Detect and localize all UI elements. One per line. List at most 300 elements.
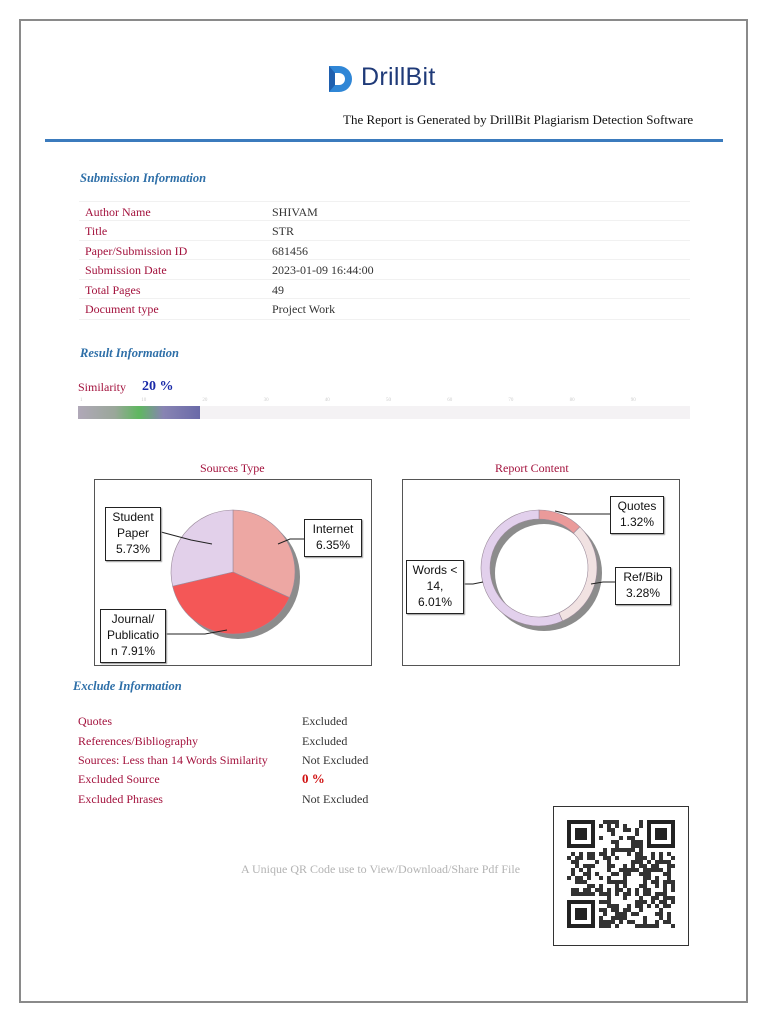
exclude-row-label: References/Bibliography xyxy=(78,734,198,748)
report-content-chart-box xyxy=(402,479,680,666)
qr-finder-pattern xyxy=(575,908,587,920)
qr-module xyxy=(663,884,667,888)
qr-module xyxy=(575,880,579,884)
qr-module xyxy=(659,860,663,864)
qr-module xyxy=(671,900,675,904)
qr-module xyxy=(655,884,659,888)
submission-row-divider xyxy=(79,279,690,280)
qr-module xyxy=(607,900,611,904)
qr-module xyxy=(627,892,631,896)
qr-module xyxy=(647,888,651,892)
qr-module xyxy=(579,868,583,872)
qr-module xyxy=(659,852,663,856)
qr-module xyxy=(647,876,651,880)
qr-module xyxy=(599,924,603,928)
submission-row-value: 681456 xyxy=(272,244,308,258)
qr-module xyxy=(615,884,619,888)
qr-module xyxy=(635,900,639,904)
qr-module xyxy=(631,912,635,916)
qr-module xyxy=(603,912,607,916)
qr-module xyxy=(623,864,627,868)
qr-module xyxy=(655,896,659,900)
qr-module xyxy=(571,852,575,856)
submission-row-value: STR xyxy=(272,224,295,238)
qr-module xyxy=(659,900,663,904)
qr-module xyxy=(623,912,627,916)
exclude-heading: Exclude Information xyxy=(73,679,182,693)
qr-module xyxy=(615,904,619,908)
qr-module xyxy=(647,860,651,864)
qr-module xyxy=(627,828,631,832)
qr-module xyxy=(571,892,575,896)
similarity-scale-tick: 50 xyxy=(386,398,391,403)
submission-row-divider xyxy=(79,220,690,221)
qr-module xyxy=(647,872,651,876)
qr-module xyxy=(603,820,607,824)
qr-module xyxy=(607,820,611,824)
similarity-scale-tick: 60 xyxy=(447,398,453,403)
qr-module xyxy=(615,872,619,876)
qr-module xyxy=(615,824,619,828)
qr-module xyxy=(615,924,619,928)
qr-module xyxy=(639,840,643,844)
qr-module xyxy=(611,848,615,852)
qr-module xyxy=(635,832,639,836)
qr-module xyxy=(655,864,659,868)
similarity-value: 20 % xyxy=(142,379,174,394)
qr-module xyxy=(599,900,603,904)
qr-module xyxy=(611,828,615,832)
qr-module xyxy=(643,920,647,924)
qr-module xyxy=(639,908,643,912)
qr-module xyxy=(639,896,643,900)
qr-module xyxy=(615,908,619,912)
qr-module xyxy=(627,920,631,924)
submission-row-value: 2023-01-09 16:44:00 xyxy=(272,263,374,277)
qr-module xyxy=(595,872,599,876)
qr-module xyxy=(639,904,643,908)
qr-module xyxy=(655,860,659,864)
qr-module xyxy=(663,900,667,904)
qr-module xyxy=(631,840,635,844)
exclude-row-value: Not Excluded xyxy=(302,753,369,767)
qr-module xyxy=(587,864,591,868)
callout-ref-bib xyxy=(615,567,671,605)
qr-module xyxy=(639,852,643,856)
submission-row-label: Paper/Submission ID xyxy=(85,244,188,258)
qr-module xyxy=(651,924,655,928)
qr-module xyxy=(659,892,663,896)
qr-module xyxy=(667,864,671,868)
qr-module xyxy=(591,884,595,888)
qr-module xyxy=(639,864,643,868)
qr-module xyxy=(587,856,591,860)
submission-row-divider xyxy=(79,240,690,241)
qr-module xyxy=(599,908,603,912)
submission-row-label: Submission Date xyxy=(85,263,167,277)
qr-module xyxy=(635,856,639,860)
qr-module xyxy=(647,924,651,928)
qr-module xyxy=(615,916,619,920)
similarity-label: Similarity xyxy=(78,380,126,394)
qr-module xyxy=(587,872,591,876)
callout-journal-text: Journal/ Publicatio n 7.91% xyxy=(106,612,160,658)
qr-module xyxy=(615,820,619,824)
qr-module xyxy=(603,908,607,912)
qr-module xyxy=(631,920,635,924)
qr-module xyxy=(607,888,611,892)
qr-module xyxy=(583,888,587,892)
qr-module xyxy=(667,920,671,924)
qr-module xyxy=(603,900,607,904)
qr-module xyxy=(643,856,647,860)
submission-row-value: Project Work xyxy=(272,302,336,316)
qr-module xyxy=(619,868,623,872)
qr-module xyxy=(603,856,607,860)
qr-module xyxy=(575,864,579,868)
qr-module xyxy=(655,892,659,896)
qr-module xyxy=(635,892,639,896)
qr-module xyxy=(583,880,587,884)
qr-module xyxy=(639,820,643,824)
qr-module xyxy=(615,840,619,844)
qr-module xyxy=(619,912,623,916)
qr-module xyxy=(611,864,615,868)
qr-module xyxy=(627,848,631,852)
qr-module xyxy=(643,924,647,928)
qr-module xyxy=(647,868,651,872)
similarity-bar-track xyxy=(78,406,690,419)
qr-module xyxy=(639,844,643,848)
qr-module xyxy=(635,828,639,832)
qr-module xyxy=(671,880,675,884)
leader-quotes xyxy=(555,511,610,514)
qr-module xyxy=(607,868,611,872)
qr-module xyxy=(591,852,595,856)
qr-module xyxy=(579,852,583,856)
qr-module xyxy=(607,824,611,828)
qr-module xyxy=(671,924,675,928)
qr-module xyxy=(595,860,599,864)
qr-module xyxy=(671,888,675,892)
qr-module xyxy=(591,892,595,896)
qr-module xyxy=(639,824,643,828)
qr-module xyxy=(571,868,575,872)
similarity-scale-tick: 1 xyxy=(80,398,83,403)
qr-module xyxy=(655,912,659,916)
qr-module xyxy=(599,836,603,840)
qr-module xyxy=(635,924,639,928)
qr-module xyxy=(607,892,611,896)
qr-module xyxy=(619,920,623,924)
qr-module xyxy=(603,892,607,896)
qr-module xyxy=(623,916,627,920)
similarity-scale-tick: 80 xyxy=(569,398,575,403)
callout-student-paper-text: Student Paper 5.73% xyxy=(112,510,154,556)
report-subtitle: The Report is Generated by DrillBit Plagiarism Detection Software xyxy=(343,112,694,127)
qr-module xyxy=(663,892,667,896)
qr-finder-pattern xyxy=(575,828,587,840)
qr-module xyxy=(671,856,675,860)
qr-module xyxy=(615,848,619,852)
qr-module xyxy=(575,856,579,860)
qr-module xyxy=(627,852,631,856)
qr-module xyxy=(643,876,647,880)
qr-module xyxy=(627,872,631,876)
callout-journal xyxy=(100,609,166,663)
qr-module xyxy=(663,920,667,924)
qr-module xyxy=(583,864,587,868)
qr-module xyxy=(623,872,627,876)
qr-module xyxy=(635,852,639,856)
qr-module xyxy=(627,908,631,912)
qr-module xyxy=(607,860,611,864)
qr-module xyxy=(607,880,611,884)
submission-heading: Submission Information xyxy=(80,171,207,185)
qr-module xyxy=(647,904,651,908)
qr-module xyxy=(623,848,627,852)
qr-module xyxy=(659,868,663,872)
exclude-row-value: Excluded xyxy=(302,714,348,728)
qr-module xyxy=(631,848,635,852)
qr-module xyxy=(611,832,615,836)
qr-module xyxy=(635,860,639,864)
result-heading: Result Information xyxy=(80,346,179,360)
qr-module xyxy=(611,840,615,844)
qr-module xyxy=(643,868,647,872)
qr-module xyxy=(599,892,603,896)
qr-module xyxy=(619,916,623,920)
qr-module xyxy=(587,892,591,896)
exclude-row-value: Excluded xyxy=(302,734,348,748)
qr-module xyxy=(651,896,655,900)
qr-module xyxy=(615,844,619,848)
qr-module xyxy=(571,860,575,864)
qr-module xyxy=(663,904,667,908)
qr-module xyxy=(663,896,667,900)
submission-row-label: Document type xyxy=(85,302,159,316)
callout-student-paper xyxy=(105,507,161,561)
qr-module xyxy=(611,852,615,856)
qr-module xyxy=(623,892,627,896)
submission-row-label: Title xyxy=(85,224,108,238)
qr-module xyxy=(623,828,627,832)
qr-module xyxy=(635,840,639,844)
qr-module xyxy=(667,904,671,908)
qr-module xyxy=(639,900,643,904)
qr-module xyxy=(659,916,663,920)
qr-module xyxy=(655,924,659,928)
qr-module xyxy=(643,880,647,884)
qr-module xyxy=(635,888,639,892)
qr-module xyxy=(575,860,579,864)
qr-module xyxy=(655,868,659,872)
qr-module xyxy=(643,864,647,868)
leader-words xyxy=(464,582,483,584)
qr-module xyxy=(619,836,623,840)
qr-module xyxy=(583,872,587,876)
callout-ref-bib-text: Ref/Bib 3.28% xyxy=(623,570,663,600)
qr-module xyxy=(579,856,583,860)
qr-module xyxy=(599,916,603,920)
sources-type-chart-box xyxy=(94,479,372,666)
qr-module xyxy=(627,836,631,840)
qr-module xyxy=(671,864,675,868)
qr-module xyxy=(671,884,675,888)
callout-words-text: Words < 14, 6.01% xyxy=(412,563,458,609)
qr-module xyxy=(575,892,579,896)
qr-module xyxy=(639,872,643,876)
qr-module xyxy=(627,888,631,892)
qr-module xyxy=(579,892,583,896)
similarity-scale-tick: 10 xyxy=(141,398,147,403)
qr-module xyxy=(623,868,627,872)
qr-module xyxy=(639,884,643,888)
qr-module xyxy=(643,888,647,892)
qr-module xyxy=(647,892,651,896)
qr-module xyxy=(603,924,607,928)
qr-module xyxy=(655,876,659,880)
qr-code-icon[interactable] xyxy=(567,820,675,932)
qr-module xyxy=(655,880,659,884)
qr-module xyxy=(587,888,591,892)
qr-module xyxy=(667,916,671,920)
qr-module xyxy=(635,868,639,872)
qr-module xyxy=(607,828,611,832)
qr-module xyxy=(615,856,619,860)
qr-module xyxy=(631,836,635,840)
qr-module xyxy=(587,852,591,856)
qr-module xyxy=(603,848,607,852)
submission-row-divider xyxy=(79,201,690,202)
qr-module xyxy=(643,916,647,920)
qr-module xyxy=(599,876,603,880)
submission-row-divider xyxy=(79,259,690,260)
qr-module xyxy=(591,856,595,860)
qr-code-frame[interactable] xyxy=(553,806,689,946)
qr-module xyxy=(571,872,575,876)
qr-module xyxy=(615,880,619,884)
qr-module xyxy=(667,868,671,872)
qr-module xyxy=(607,876,611,880)
qr-module xyxy=(611,916,615,920)
qr-module xyxy=(631,864,635,868)
qr-module xyxy=(587,884,591,888)
qr-module xyxy=(639,924,643,928)
callout-quotes-text: Quotes 1.32% xyxy=(617,499,657,529)
qr-module xyxy=(667,912,671,916)
qr-module xyxy=(651,868,655,872)
callout-quotes xyxy=(610,496,664,534)
brand-name: DrillBit xyxy=(361,63,436,91)
submission-row-divider xyxy=(79,298,690,299)
qr-module xyxy=(663,872,667,876)
qr-module xyxy=(579,876,583,880)
qr-module xyxy=(607,924,611,928)
qr-module xyxy=(611,872,615,876)
submission-row-value: SHIVAM xyxy=(272,205,318,219)
callout-internet-text: Internet 6.35% xyxy=(312,522,354,552)
qr-module xyxy=(667,876,671,880)
qr-module xyxy=(579,880,583,884)
qr-module xyxy=(667,860,671,864)
qr-module xyxy=(639,848,643,852)
qr-module xyxy=(607,896,611,900)
qr-module xyxy=(575,888,579,892)
qr-module xyxy=(599,852,603,856)
qr-module xyxy=(623,908,627,912)
qr-module xyxy=(663,880,667,884)
qr-module xyxy=(619,888,623,892)
similarity-scale-tick: 40 xyxy=(324,398,330,403)
qr-module xyxy=(587,868,591,872)
qr-module xyxy=(615,888,619,892)
qr-module xyxy=(627,904,631,908)
header-divider xyxy=(45,139,723,142)
qr-module xyxy=(667,896,671,900)
qr-module xyxy=(659,912,663,916)
similarity-scale-tick: 90 xyxy=(630,398,636,403)
drillbit-logo-icon xyxy=(327,64,355,94)
similarity-bar-fill xyxy=(78,406,200,419)
qr-module xyxy=(623,880,627,884)
qr-module xyxy=(587,876,591,880)
qr-module xyxy=(651,856,655,860)
qr-module xyxy=(631,860,635,864)
qr-module xyxy=(571,888,575,892)
qr-module xyxy=(635,844,639,848)
qr-caption: A Unique QR Code use to View/Download/Share Pdf File xyxy=(241,862,521,876)
qr-module xyxy=(651,852,655,856)
qr-module xyxy=(623,896,627,900)
sources-type-title: Sources Type xyxy=(200,461,265,475)
qr-module xyxy=(575,876,579,880)
qr-module xyxy=(595,888,599,892)
qr-module xyxy=(599,884,603,888)
excluded-source-value: 0 % xyxy=(302,771,325,786)
qr-module xyxy=(643,884,647,888)
qr-module xyxy=(611,920,615,924)
qr-module xyxy=(599,888,603,892)
drillbit-logo xyxy=(327,62,457,94)
qr-module xyxy=(659,856,663,860)
qr-module xyxy=(659,908,663,912)
qr-module xyxy=(631,844,635,848)
qr-module xyxy=(615,892,619,896)
qr-module xyxy=(611,908,615,912)
qr-module xyxy=(591,864,595,868)
qr-module xyxy=(611,880,615,884)
qr-module xyxy=(623,824,627,828)
exclude-row-label: Sources: Less than 14 Words Similarity xyxy=(78,753,268,767)
qr-module xyxy=(623,884,627,888)
qr-module xyxy=(651,880,655,884)
qr-module xyxy=(607,864,611,868)
qr-module xyxy=(607,920,611,924)
submission-row-label: Total Pages xyxy=(85,283,141,297)
qr-module xyxy=(619,880,623,884)
exclude-row-value: Not Excluded xyxy=(302,792,369,806)
qr-module xyxy=(611,820,615,824)
submission-row-label: Author Name xyxy=(85,205,151,219)
qr-module xyxy=(639,860,643,864)
similarity-scale-tick: 30 xyxy=(263,398,269,403)
similarity-scale-tick: 20 xyxy=(202,398,208,403)
qr-module xyxy=(583,892,587,896)
qr-module xyxy=(607,904,611,908)
qr-module xyxy=(567,876,571,880)
qr-module xyxy=(623,876,627,880)
